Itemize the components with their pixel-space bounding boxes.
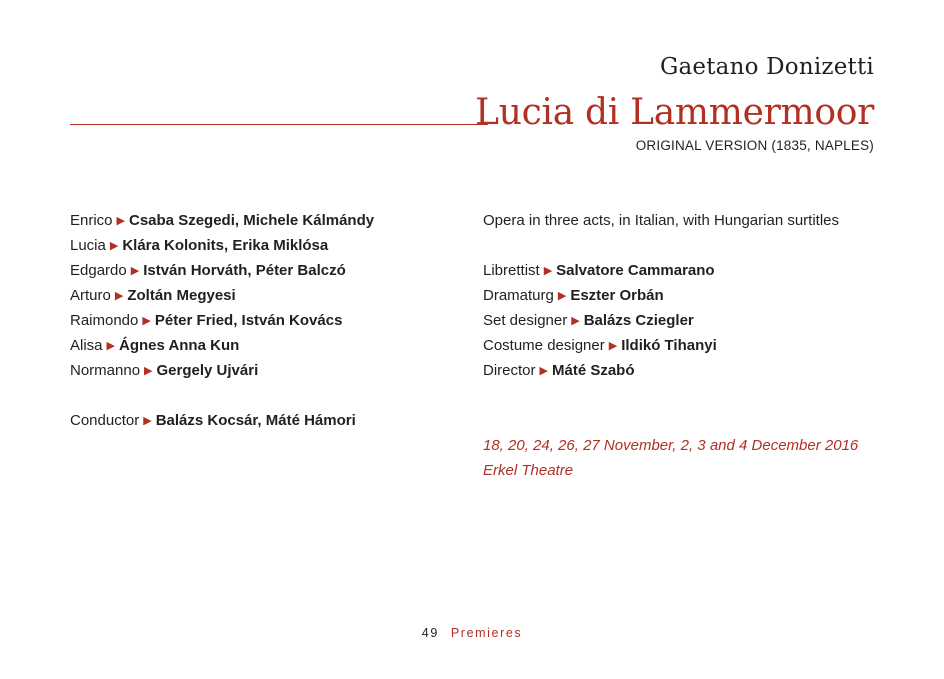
page-number: 49 <box>421 626 439 640</box>
role-label: Enrico <box>70 212 113 229</box>
triangle-right-icon: ▶ <box>142 315 151 327</box>
triangle-right-icon: ▶ <box>130 265 140 277</box>
version-subtitle: ORIGINAL VERSION (1835, NAPLES) <box>635 138 874 153</box>
triangle-right-icon: ▶ <box>571 315 580 327</box>
spacer <box>483 408 883 433</box>
composer-name: Gaetano Donizetti <box>659 54 874 80</box>
role-label: Alisa <box>70 337 103 354</box>
credit-row <box>483 358 883 383</box>
role-label: Dramaturg <box>483 287 554 304</box>
triangle-right-icon: ▶ <box>539 365 548 377</box>
conductor-row <box>70 408 460 433</box>
credit-row <box>483 308 883 333</box>
triangle-right-icon: ▶ <box>543 265 553 277</box>
role-label: Raimondo <box>70 312 139 329</box>
triangle-right-icon: ▶ <box>608 340 618 352</box>
page-footer <box>0 626 944 640</box>
performer-names: Csaba Szegedi, Michele Kálmándy <box>129 212 375 229</box>
production-column <box>483 208 883 483</box>
role-label: Costume designer <box>483 337 605 354</box>
credit-row <box>483 258 883 283</box>
triangle-right-icon: ▶ <box>144 365 153 377</box>
performance-dates: 18, 20, 24, 26, 27 November, 2, 3 and 4 December 2016 <box>483 437 859 454</box>
triangle-right-icon: ▶ <box>143 415 152 427</box>
performer-names: Gergely Ujvári <box>156 362 259 379</box>
cast-row <box>70 308 460 333</box>
role-label: Arturo <box>70 287 111 304</box>
venue: Erkel Theatre <box>483 462 574 479</box>
page-title: Lucia di Lammermoor <box>475 92 874 133</box>
title-rule <box>70 124 488 125</box>
opera-description: Opera in three acts, in Italian, with Hungarian surtitles <box>483 212 840 229</box>
role-label: Librettist <box>483 262 540 279</box>
cast-column <box>70 208 460 433</box>
section-name: Premieres <box>450 626 523 640</box>
performer-names: Ágnes Anna Kun <box>118 337 240 354</box>
cast-row <box>70 258 460 283</box>
role-label: Edgardo <box>70 262 127 279</box>
performer-names: Klára Kolonits, Erika Miklósa <box>122 237 329 254</box>
cast-row <box>70 233 460 258</box>
performer-names: István Horváth, Péter Balczó <box>143 262 346 279</box>
cast-row <box>70 208 460 233</box>
triangle-right-icon: ▶ <box>557 290 567 302</box>
conductor-names: Balázs Kocsár, Máté Hámori <box>155 412 356 429</box>
role-label: Normanno <box>70 362 141 379</box>
credit-names: Balázs Cziegler <box>583 312 694 329</box>
credit-names: Ildikó Tihanyi <box>621 337 717 354</box>
credit-names: Eszter Orbán <box>570 287 664 304</box>
spacer <box>483 383 883 408</box>
performer-names: Zoltán Megyesi <box>127 287 236 304</box>
triangle-right-icon: ▶ <box>116 215 125 227</box>
spacer <box>70 383 460 408</box>
role-label: Set designer <box>483 312 568 329</box>
performer-names: Péter Fried, István Kovács <box>154 312 343 329</box>
credit-row <box>483 333 883 358</box>
credit-row <box>483 283 883 308</box>
credit-names: Máté Szabó <box>551 362 635 379</box>
cast-row <box>70 358 460 383</box>
role-label: Director <box>483 362 536 379</box>
triangle-right-icon: ▶ <box>106 340 115 352</box>
role-label: Lucia <box>70 237 106 254</box>
triangle-right-icon: ▶ <box>114 290 124 302</box>
cast-row <box>70 333 460 358</box>
cast-row <box>70 283 460 308</box>
triangle-right-icon: ▶ <box>109 240 119 252</box>
role-label: Conductor <box>70 412 140 429</box>
credit-names: Salvatore Cammarano <box>556 262 715 279</box>
spacer <box>483 233 883 258</box>
